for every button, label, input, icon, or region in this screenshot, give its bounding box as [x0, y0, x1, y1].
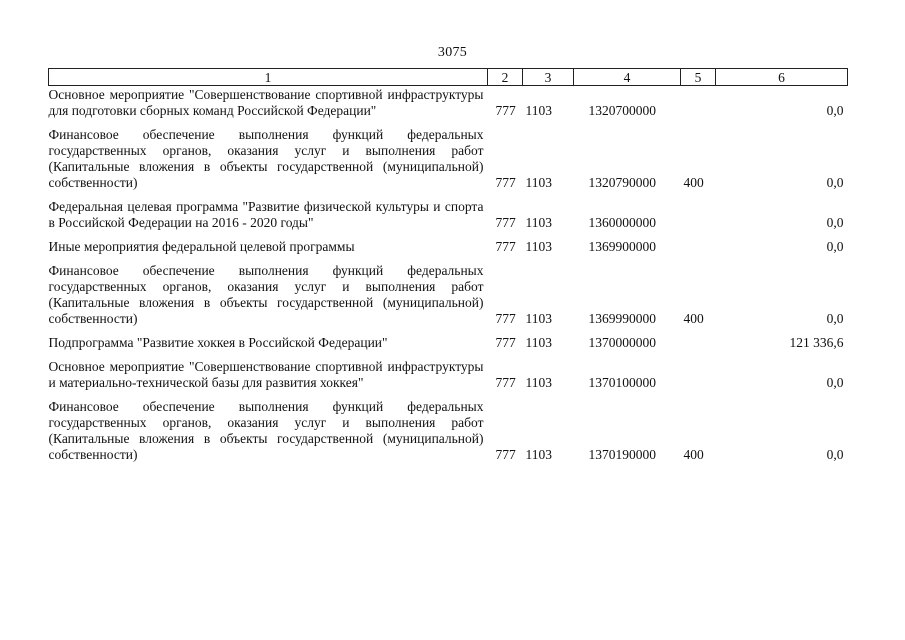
item-sum: 0,0: [826, 375, 844, 390]
item-rz: 1103: [525, 103, 552, 118]
item-rz: 1103: [525, 375, 552, 390]
item-sum: 0,0: [826, 239, 844, 254]
item-name: Финансовое обеспечение выполнения функций федеральных государственных органов, оказания услуг и выполнения работ (Капитальные вложения в объекты государственной (муниципальной) собственности): [48, 263, 484, 326]
item-cs: 1369900000: [588, 239, 656, 254]
header-row: [49, 69, 848, 86]
item-sum: 0,0: [826, 103, 844, 118]
item-vr: 400: [683, 175, 704, 190]
item-rz: 1103: [525, 335, 552, 350]
item-vr: [681, 330, 716, 354]
page-number: 3075: [437, 45, 468, 60]
item-sum: 0,0: [826, 175, 844, 190]
item-gr: 777: [495, 335, 516, 350]
item-name: Основное мероприятие "Совершенствование спортивной инфраструктуры и материально-технической базы для развития хоккея": [48, 359, 484, 390]
column-header-5: 5: [681, 69, 716, 86]
item-rz: 1103: [525, 175, 552, 190]
item-vr: [681, 354, 716, 394]
item-rz: 1103: [525, 215, 552, 230]
item-rz: 1103: [525, 447, 552, 462]
item-rz: 1103: [525, 311, 552, 326]
column-header-1: 1: [49, 69, 488, 86]
table-row: [49, 394, 848, 466]
item-cs: 1370190000: [588, 447, 656, 462]
item-name: Финансовое обеспечение выполнения функций федеральных государственных органов, оказания услуг и выполнения работ (Капитальные вложения в объекты государственной (муниципальной) собственности): [48, 127, 484, 190]
table-row: [49, 86, 848, 123]
item-name: Основное мероприятие "Совершенствование спортивной инфраструктуры для подготовки сборных команд Российской Федерации": [48, 87, 484, 118]
item-rz: 1103: [525, 239, 552, 254]
item-gr: 777: [495, 311, 516, 326]
item-sum: 121 336,6: [789, 335, 844, 350]
item-vr: [681, 234, 716, 258]
item-cs: 1320700000: [588, 103, 656, 118]
budget-table: [48, 68, 848, 466]
item-gr: 777: [495, 175, 516, 190]
item-name: Подпрограмма "Развитие хоккея в Российской Федерации": [48, 335, 388, 350]
item-sum: 0,0: [826, 311, 844, 326]
item-cs: 1369990000: [588, 311, 656, 326]
item-gr: 777: [495, 447, 516, 462]
item-name: Иные мероприятия федеральной целевой программы: [48, 239, 355, 254]
item-cs: 1370000000: [588, 335, 656, 350]
item-vr: [681, 194, 716, 234]
column-header-2: 2: [488, 69, 523, 86]
item-name: Федеральная целевая программа "Развитие физической культуры и спорта в Российской Федерации на 2016 - 2020 годы": [48, 199, 484, 230]
column-header-3: 3: [523, 69, 574, 86]
item-vr: 400: [683, 447, 704, 462]
table-row: [49, 258, 848, 330]
item-gr: 777: [495, 375, 516, 390]
item-cs: 1320790000: [588, 175, 656, 190]
item-gr: 777: [495, 239, 516, 254]
item-vr: [681, 86, 716, 123]
column-header-4: 4: [574, 69, 681, 86]
item-cs: 1370100000: [588, 375, 656, 390]
item-gr: 777: [495, 215, 516, 230]
item-vr: 400: [683, 311, 704, 326]
table-row: [49, 194, 848, 234]
table-row: [49, 330, 848, 354]
column-header-6: 6: [716, 69, 848, 86]
item-sum: 0,0: [826, 215, 844, 230]
table-row: [49, 354, 848, 394]
item-cs: 1360000000: [588, 215, 656, 230]
table-row: [49, 234, 848, 258]
table-row: [49, 122, 848, 194]
item-gr: 777: [495, 103, 516, 118]
item-sum: 0,0: [826, 447, 844, 462]
item-name: Финансовое обеспечение выполнения функций федеральных государственных органов, оказания услуг и выполнения работ (Капитальные вложения в объекты государственной (муниципальной) собственности): [48, 399, 484, 462]
